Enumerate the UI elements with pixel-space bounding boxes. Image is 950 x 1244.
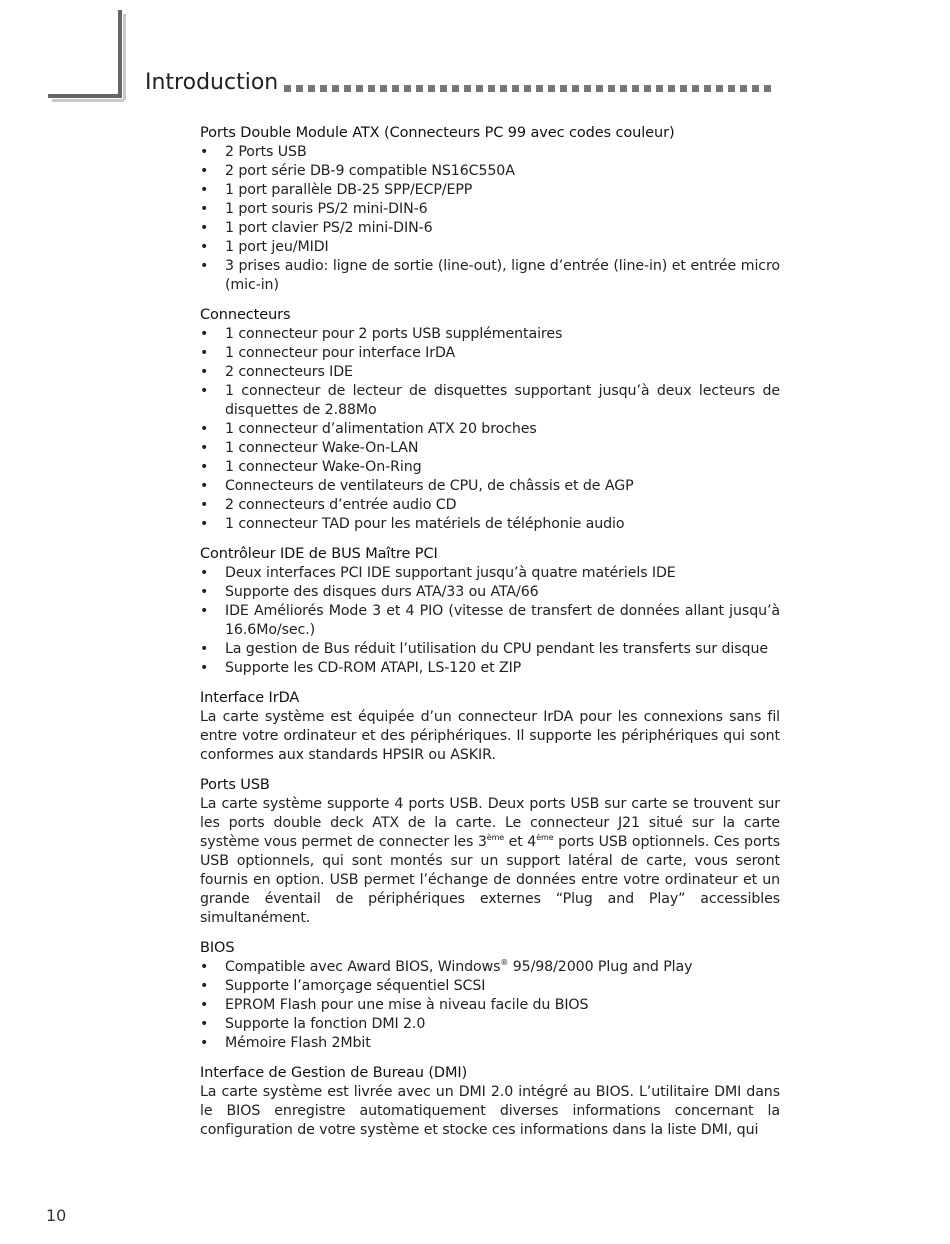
- section-heading: Interface de Gestion de Bureau (DMI): [200, 1065, 468, 1081]
- bullet-list: [200, 958, 780, 1053]
- section-heading: Ports Double Module ATX (Connecteurs PC 99 avec codes couleur): [200, 125, 675, 141]
- list-item: • 1 port clavier PS/2 mini-DIN-6: [200, 220, 433, 236]
- rule-dot: [656, 85, 663, 92]
- section-heading: Connecteurs: [200, 307, 291, 323]
- rule-dot: [572, 85, 579, 92]
- rule-dot: [752, 85, 759, 92]
- bullet-list: [200, 143, 780, 295]
- list-item: • 1 port souris PS/2 mini-DIN-6: [200, 201, 428, 217]
- list-item: • IDE Améliorés Mode 3 et 4 PIO (vitesse de transfert de données allant jusqu’à 16.6Mo/sec.): [200, 603, 780, 638]
- list-item: • Mémoire Flash 2Mbit: [200, 1035, 371, 1051]
- section-heading: Contrôleur IDE de BUS Maître PCI: [200, 546, 438, 562]
- rule-dot: [344, 85, 351, 92]
- paragraph: La carte système est livrée avec un DMI 2.0 intégré au BIOS. L’utilitaire DMI dans le BIOS enregistre automatiquement diverses informations concernant la configuration de votre système et stocke ces informations dans la liste DMI, qui: [200, 1084, 780, 1138]
- list-item: • EPROM Flash pour une mise à niveau facile du BIOS: [200, 997, 589, 1013]
- list-item: • 2 connecteurs d’entrée audio CD: [200, 497, 457, 513]
- rule-dot: [428, 85, 435, 92]
- list-item: • Compatible avec Award BIOS, Windows® 95/98/2000 Plug and Play: [200, 958, 693, 975]
- section-usb: [200, 776, 780, 928]
- list-item: • Supporte les CD-ROM ATAPI, LS-120 et ZIP: [200, 660, 522, 676]
- paragraph: La carte système est équipée d’un connecteur IrDA pour les connexions sans fil entre votre ordinateur et des périphériques. Il supporte les périphériques qui sont conformes aux standards HPSIR ou ASKIR.: [200, 709, 780, 763]
- rule-dot: [512, 85, 519, 92]
- list-item: • Supporte des disques durs ATA/33 ou ATA/66: [200, 584, 539, 600]
- rule-dot: [704, 85, 711, 92]
- section-heading: Interface IrDA: [200, 690, 300, 706]
- rule-dot: [548, 85, 555, 92]
- list-item: • La gestion de Bus réduit l’utilisation du CPU pendant les transferts sur disque: [200, 641, 768, 657]
- list-item: • 1 port parallèle DB-25 SPP/ECP/EPP: [200, 182, 473, 198]
- section-irda: [200, 689, 780, 765]
- rule-dot: [740, 85, 747, 92]
- list-item: • 1 connecteur de lecteur de disquettes supportant jusqu’à deux lecteurs de disquettes de 2.88Mo: [200, 383, 780, 418]
- rule-dot: [632, 85, 639, 92]
- list-item: • 1 port jeu/MIDI: [200, 239, 329, 255]
- list-item: • 2 connecteurs IDE: [200, 364, 353, 380]
- rule-dot: [440, 85, 447, 92]
- section-dmi: [200, 1064, 780, 1140]
- rule-dot: [296, 85, 303, 92]
- rule-dot: [416, 85, 423, 92]
- page-content: [200, 124, 780, 1151]
- rule-dot: [392, 85, 399, 92]
- rule-dot: [308, 85, 315, 92]
- rule-dot: [524, 85, 531, 92]
- rule-dot: [644, 85, 651, 92]
- rule-dot: [284, 85, 291, 92]
- section-ide-controller: [200, 545, 780, 678]
- list-item: • Supporte la fonction DMI 2.0: [200, 1016, 426, 1032]
- rule-dot: [404, 85, 411, 92]
- list-item: • 1 connecteur TAD pour les matériels de téléphonie audio: [200, 516, 625, 532]
- section-heading: Ports USB: [200, 777, 270, 793]
- paragraph: La carte système supporte 4 ports USB. Deux ports USB sur carte se trouvent sur les ports double deck ATX de la carte. Le connecteur J21 situé sur la carte système vous permet de connecter les 3ème et 4ème ports USB optionnels. Ces ports USB optionnels, qui sont montés sur un support latéral de carte, vous seront fournis en option. USB permet l’échange de données entre votre ordinateur et un grande éventail de périphériques externes “Plug and Play” accessibles simultanément.: [200, 796, 781, 926]
- rule-dot: [620, 85, 627, 92]
- list-item: • Deux interfaces PCI IDE supportant jusqu’à quatre matériels IDE: [200, 565, 676, 581]
- list-item: • 3 prises audio: ligne de sortie (line-out), ligne d’entrée (line-in) et entrée micro (mic-in): [200, 258, 780, 293]
- bullet-list: [200, 564, 780, 678]
- rule-dot: [764, 85, 771, 92]
- rule-dot: [452, 85, 459, 92]
- rule-dot: [692, 85, 699, 92]
- rule-dot: [716, 85, 723, 92]
- rule-dot: [380, 85, 387, 92]
- list-item: • 1 connecteur pour interface IrDA: [200, 345, 456, 361]
- rule-dot: [584, 85, 591, 92]
- list-item: • Supporte l’amorçage séquentiel SCSI: [200, 978, 486, 994]
- rule-dot: [596, 85, 603, 92]
- rule-dot: [680, 85, 687, 92]
- list-item: • 1 connecteur d’alimentation ATX 20 broches: [200, 421, 537, 437]
- rule-dot: [608, 85, 615, 92]
- rule-dot: [500, 85, 507, 92]
- bullet-list: [200, 325, 780, 534]
- rule-dot: [560, 85, 567, 92]
- rule-dot: [488, 85, 495, 92]
- rule-dot: [368, 85, 375, 92]
- rule-dot: [668, 85, 675, 92]
- rule-dot: [728, 85, 735, 92]
- rule-dot: [356, 85, 363, 92]
- section-ports-atx: [200, 124, 780, 295]
- rule-dot: [464, 85, 471, 92]
- rule-dot: [320, 85, 327, 92]
- rule-dot: [536, 85, 543, 92]
- list-item: • Connecteurs de ventilateurs de CPU, de châssis et de AGP: [200, 478, 634, 494]
- section-connecteurs: [200, 306, 780, 534]
- header-dotted-rule: [284, 85, 782, 93]
- list-item: • 1 connecteur Wake-On-LAN: [200, 440, 419, 456]
- section-heading: BIOS: [200, 940, 235, 956]
- page-number: 10: [46, 1206, 67, 1225]
- list-item: • 1 connecteur pour 2 ports USB supplémentaires: [200, 326, 563, 342]
- rule-dot: [476, 85, 483, 92]
- section-bios: [200, 939, 780, 1053]
- rule-dot: [332, 85, 339, 92]
- list-item: • 2 Ports USB: [200, 144, 307, 160]
- list-item: • 1 connecteur Wake-On-Ring: [200, 459, 422, 475]
- list-item: • 2 port série DB-9 compatible NS16C550A: [200, 163, 515, 179]
- page-header-title: Introduction: [145, 70, 279, 95]
